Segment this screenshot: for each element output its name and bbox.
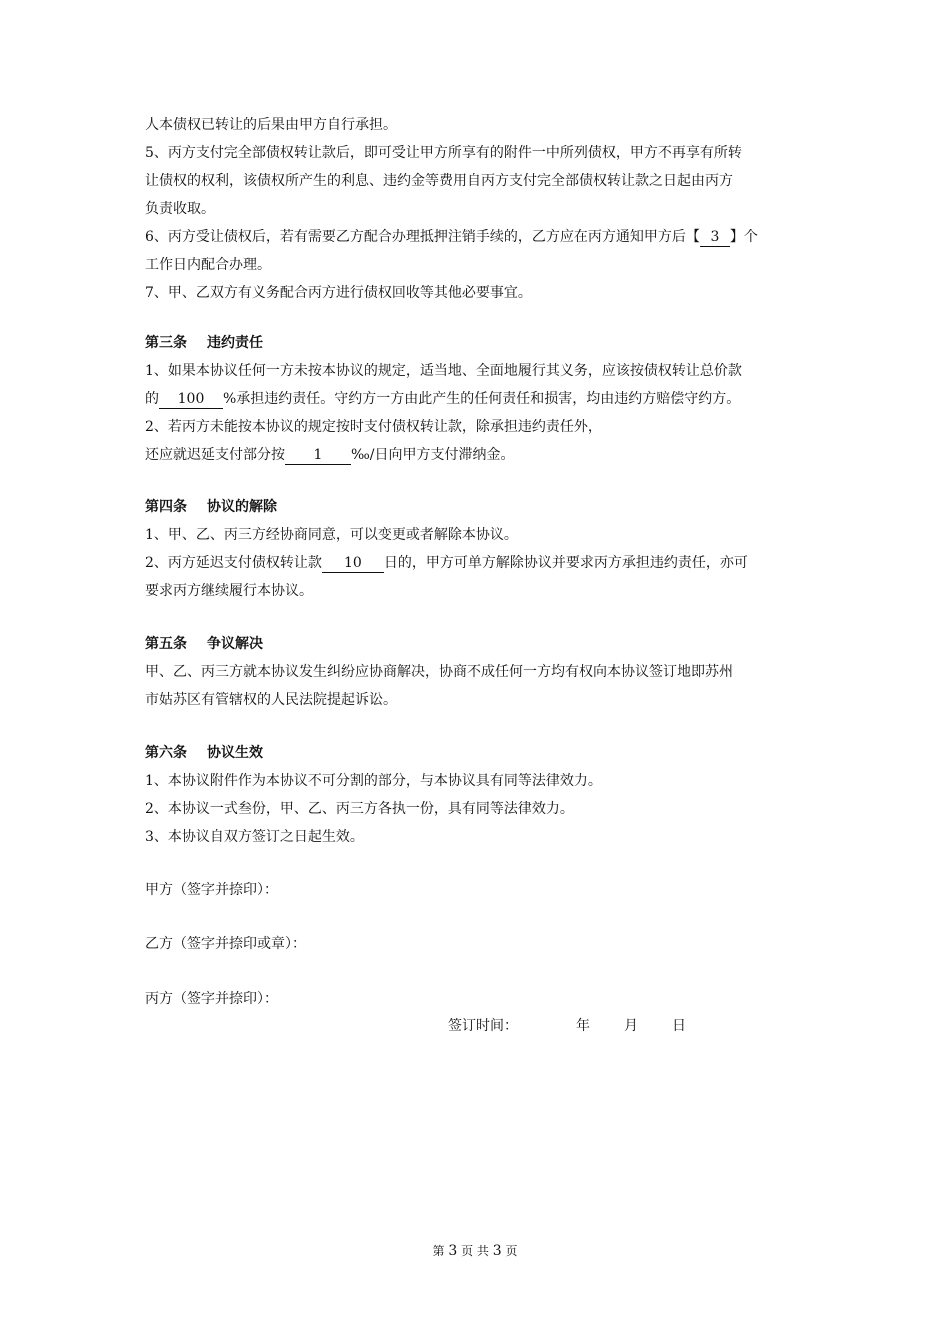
paragraph-line: 1、如果本协议任何一方未按本协议的规定，适当地、全面地履行其义务，应该按债权转让总价款 (145, 363, 742, 379)
clause6-body (145, 767, 810, 851)
blank-days-field: 3 (700, 228, 730, 247)
paragraph-line (145, 441, 810, 469)
paragraph-text: 的 (145, 391, 159, 407)
signature-party-c: 丙方（签字并捺印）： (145, 991, 278, 1007)
signing-date-label: 签订时间： (448, 1018, 518, 1034)
footer-text: 页 (505, 1244, 518, 1258)
paragraph-line: 5、丙方支付完全部债权转让款后，即可受让甲方所享有的附件一中所列债权，甲方不再享有所转 (145, 145, 742, 161)
clause5-heading (145, 630, 263, 658)
paragraph-text: ‰/日向甲方支付滞纳金。 (351, 447, 515, 463)
paragraph-line: 3、本协议自双方签订之日起生效。 (145, 829, 364, 845)
paragraph-line (145, 385, 810, 413)
clause-number: 第四条 (145, 499, 187, 515)
footer-page-number: 3 (448, 1243, 458, 1259)
paragraph-text: 6、丙方受让债权后，若有需要乙方配合办理抵押注销手续的，乙方应在丙方通知甲方后【 (145, 229, 700, 245)
signing-date-month: 月 (624, 1018, 638, 1034)
paragraph-line: 负责收取。 (145, 201, 215, 217)
paragraph-text: 还应就迟延支付部分按 (145, 447, 285, 463)
blank-rate-field: 1 (285, 446, 351, 465)
clause-number: 第三条 (145, 335, 187, 351)
paragraph-line: 7、甲、乙双方有义务配合丙方进行债权回收等其他必要事宜。 (145, 285, 532, 301)
paragraph-text: 】个 (729, 229, 758, 245)
clause-title: 争议解决 (207, 636, 263, 652)
footer-total-pages: 3 (492, 1243, 502, 1259)
clause-title: 协议生效 (207, 745, 263, 761)
paragraph-text: 2、丙方延迟支付债权转让款 (145, 555, 322, 571)
paragraph-line: 1、甲、乙、丙三方经协商同意，可以变更或者解除本协议。 (145, 527, 518, 543)
clause5-body (145, 658, 810, 714)
page-footer (0, 1242, 950, 1259)
paragraph-text: 日的，甲方可单方解除协议并要求丙方承担违约责任，亦可 (383, 555, 748, 571)
paragraph-line: 2、若丙方未能按本协议的规定按时支付债权转让款，除承担违约责任外， (145, 419, 602, 435)
paragraph-text: %承担违约责任。守约方一方由此产生的任何责任和损害，均由违约方赔偿守约方。 (223, 391, 741, 407)
paragraph-line: 1、本协议附件作为本协议不可分割的部分，与本协议具有同等法律效力。 (145, 773, 602, 789)
signature-party-a: 甲方（签字并捺印）： (145, 882, 278, 898)
blank-percent-field: 100 (159, 390, 223, 409)
clause4-heading (145, 493, 277, 521)
footer-text: 页 共 (461, 1244, 489, 1258)
signing-date-year: 年 (576, 1018, 590, 1034)
clause-title: 协议的解除 (207, 499, 277, 515)
clause-number: 第六条 (145, 745, 187, 761)
paragraph-line: 工作日内配合办理。 (145, 257, 271, 273)
paragraph-line (145, 223, 810, 251)
paragraph-line: 让债权的权利，该债权所产生的利息、违约金等费用自丙方支付完全部债权转让款之日起由丙方 (145, 173, 733, 189)
paragraph-line: 市姑苏区有管辖权的人民法院提起诉讼。 (145, 692, 397, 708)
paragraph-line: 人本债权已转让的后果由甲方自行承担。 (145, 117, 397, 133)
clause4-body (145, 521, 810, 605)
signing-date (448, 1012, 686, 1040)
clause-title: 违约责任 (207, 335, 263, 351)
paragraph-line: 要求丙方继续履行本协议。 (145, 583, 313, 599)
clause6-heading (145, 739, 263, 767)
clause-number: 第五条 (145, 636, 187, 652)
paragraph-line (145, 549, 810, 577)
clause2-continuation (145, 111, 810, 307)
blank-days-field: 10 (322, 554, 384, 573)
paragraph-line: 2、本协议一式叁份，甲、乙、丙三方各执一份，具有同等法律效力。 (145, 801, 574, 817)
signature-party-b: 乙方（签字并捺印或章）： (145, 936, 306, 952)
footer-text: 第 (432, 1244, 445, 1258)
signing-date-day: 日 (672, 1018, 686, 1034)
clause3-body (145, 357, 810, 469)
paragraph-line: 甲、乙、丙三方就本协议发生纠纷应协商解决，协商不成任何一方均有权向本协议签订地即苏州 (145, 664, 733, 680)
clause3-heading (145, 329, 263, 357)
